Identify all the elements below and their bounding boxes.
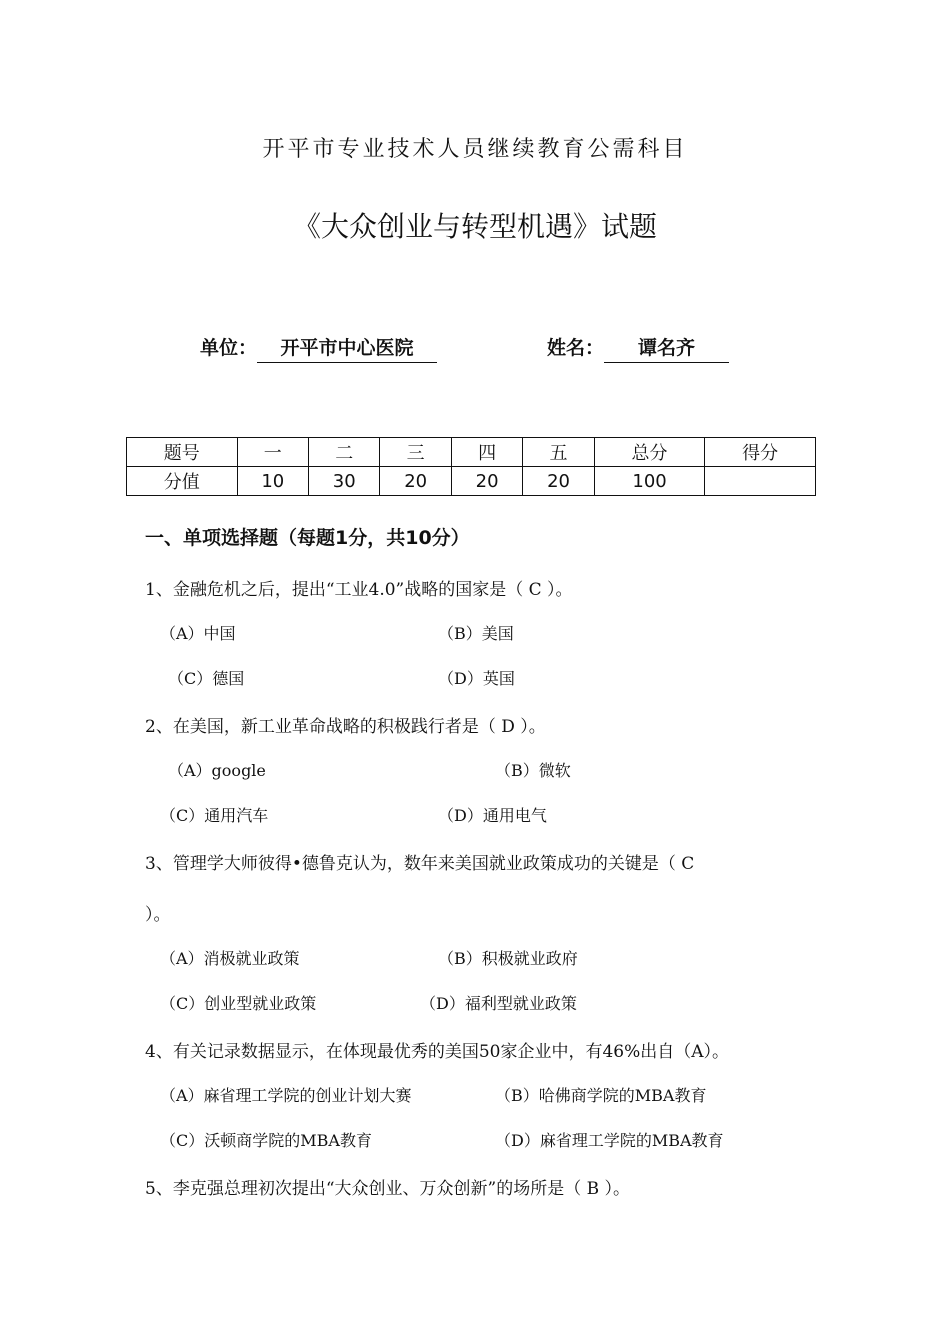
section-title: 一、单项选择题（每题1分，共10分） [145, 527, 470, 549]
table-cell: 五 [523, 438, 594, 467]
option-3b: （B）积极就业政府 [438, 949, 578, 968]
table-cell: 题号 [127, 438, 238, 467]
option-4c: （C）沃顿商学院的MBA教育 [160, 1131, 372, 1150]
option-4b: （B）哈佛商学院的MBA教育 [495, 1086, 707, 1105]
table-cell: 30 [309, 467, 380, 496]
option-3a: （A）消极就业政策 [160, 949, 300, 968]
table-cell: 总分 [594, 438, 705, 467]
table-cell: 20 [380, 467, 451, 496]
table-cell: 一 [237, 438, 308, 467]
option-3d: （D）福利型就业政策 [420, 994, 577, 1013]
page-title-line2: 《大众创业与转型机遇》试题 [292, 210, 657, 243]
question-2: 2、在美国，新工业革命战略的积极践行者是（ D ）。 [145, 717, 546, 737]
option-2d: （D）通用电气 [438, 806, 547, 825]
question-3-continued: ）。 [145, 905, 171, 925]
score-table-header-row [127, 438, 816, 467]
question-3: 3、管理学大师彼得•德鲁克认为，数年来美国就业政策成功的关键是（ C [145, 854, 695, 874]
table-cell: 100 [594, 467, 705, 496]
option-1b: （B）美国 [438, 624, 514, 643]
question-1: 1、金融危机之后，提出“工业4.0”战略的国家是（ C ）。 [145, 580, 573, 600]
option-1a: （A）中国 [160, 624, 236, 643]
table-cell: 得分 [705, 438, 816, 467]
table-cell: 10 [237, 467, 308, 496]
table-cell: 20 [451, 467, 522, 496]
option-1c: （C）德国 [168, 669, 245, 688]
score-table-value-row [127, 467, 816, 496]
table-cell: 三 [380, 438, 451, 467]
score-input-cell[interactable] [705, 467, 816, 496]
unit-label: 单位： [200, 337, 258, 359]
name-value: 谭名齐 [604, 333, 729, 363]
table-cell: 20 [523, 467, 594, 496]
option-1d: （D）英国 [438, 669, 515, 688]
option-4d: （D）麻省理工学院的MBA教育 [495, 1131, 724, 1150]
question-5: 5、李克强总理初次提出“大众创业、万众创新”的场所是（ B ）。 [145, 1179, 630, 1199]
score-table [126, 437, 816, 496]
page-title-line1: 开平市专业技术人员继续教育公需科目 [262, 137, 688, 162]
table-cell: 二 [309, 438, 380, 467]
table-cell: 分值 [127, 467, 238, 496]
option-3c: （C）创业型就业政策 [160, 994, 317, 1013]
table-cell: 四 [451, 438, 522, 467]
unit-field [200, 333, 437, 363]
option-2a: （A）google [168, 761, 266, 780]
name-label: 姓名： [547, 337, 605, 359]
unit-value: 开平市中心医院 [257, 333, 437, 363]
option-4a: （A）麻省理工学院的创业计划大赛 [160, 1086, 412, 1105]
option-2c: （C）通用汽车 [160, 806, 269, 825]
option-2b: （B）微软 [495, 761, 571, 780]
name-field [547, 333, 729, 363]
question-4: 4、有关记录数据显示，在体现最优秀的美国50家企业中，有46%出自（A）。 [145, 1042, 730, 1062]
